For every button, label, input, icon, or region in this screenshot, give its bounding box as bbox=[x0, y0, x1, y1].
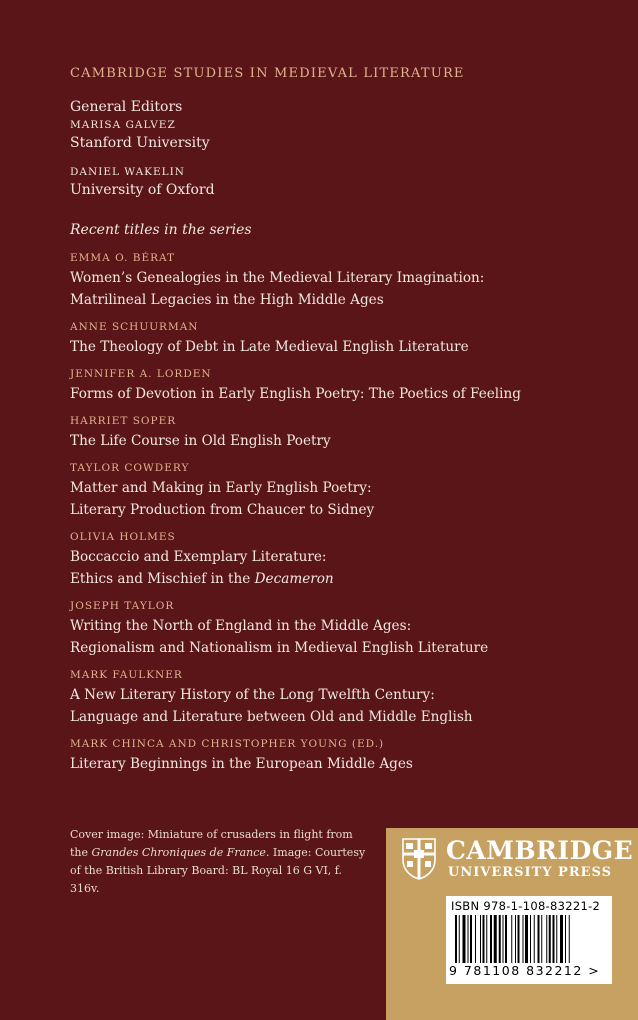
barcode-bar bbox=[556, 915, 557, 963]
barcode-digits: 9 781108 832212 > bbox=[449, 963, 601, 978]
barcode-bar bbox=[463, 915, 466, 963]
barcode-bar bbox=[525, 915, 528, 963]
barcode-bar bbox=[515, 915, 516, 963]
barcode-bar bbox=[569, 915, 570, 963]
credit-text: Cover image: Miniature of crusaders in flight from the bbox=[70, 828, 353, 859]
list-item bbox=[70, 460, 630, 521]
barcode-bar bbox=[470, 915, 472, 963]
title-text: Ethics and Mischief in the bbox=[70, 571, 255, 587]
barcode-bar bbox=[486, 915, 487, 963]
editors-label: General Editors bbox=[70, 99, 183, 115]
cambridge-shield-icon bbox=[402, 838, 436, 880]
title-author: ANNE SCHUURMAN bbox=[70, 321, 199, 333]
barcode-bar bbox=[480, 915, 481, 963]
editor-affiliation: University of Oxford bbox=[70, 182, 215, 198]
barcode-bar bbox=[511, 915, 512, 963]
list-item bbox=[70, 529, 630, 590]
title-author: TAYLOR COWDERY bbox=[70, 462, 190, 474]
list-item bbox=[70, 667, 630, 728]
barcode-bar bbox=[553, 915, 555, 963]
isbn-label: ISBN 978-1-108-83221-2 bbox=[451, 899, 601, 913]
list-item bbox=[70, 250, 630, 311]
barcode-icon bbox=[455, 915, 605, 963]
barcode-bar bbox=[538, 915, 540, 963]
barcode-bar bbox=[518, 915, 520, 963]
barcode-bar bbox=[565, 915, 566, 963]
cover-image-credit bbox=[70, 826, 370, 898]
credit-text: . Image: Courtesy of the British Library Board: BL Royal 16 G VI, f. 316v. bbox=[70, 846, 366, 895]
book-title-line bbox=[70, 568, 630, 590]
book-title-line: Literary Production from Chaucer to Sidney bbox=[70, 502, 375, 518]
barcode-bar bbox=[455, 915, 457, 963]
recent-titles-label: Recent titles in the series bbox=[70, 222, 252, 238]
book-title-line: Literary Beginnings in the European Middle Ages bbox=[70, 756, 413, 772]
editor-name: MARISA GALVEZ bbox=[70, 119, 176, 131]
book-title-line: Language and Literature between Old and Middle English bbox=[70, 709, 473, 725]
series-title: CAMBRIDGE STUDIES IN MEDIEVAL LITERATURE bbox=[70, 66, 465, 81]
list-item bbox=[70, 366, 630, 405]
title-author: HARRIET SOPER bbox=[70, 415, 177, 427]
book-title-line: Writing the North of England in the Middle Ages: bbox=[70, 618, 412, 634]
barcode-bar bbox=[523, 915, 524, 963]
book-title-line: Women’s Genealogies in the Medieval Literary Imagination: bbox=[70, 270, 485, 286]
list-item bbox=[70, 736, 630, 775]
title-italic-text: Decameron bbox=[254, 571, 334, 587]
barcode-bar bbox=[494, 915, 497, 963]
barcode-bar bbox=[546, 915, 547, 963]
list-item bbox=[70, 319, 630, 358]
title-author: EMMA O. BÉRAT bbox=[70, 252, 176, 264]
credit-italic-text: Grandes Chroniques de France bbox=[91, 846, 266, 859]
editor-name: DANIEL WAKELIN bbox=[70, 166, 185, 178]
recent-titles-list bbox=[70, 250, 630, 783]
title-author: MARK CHINCA AND CHRISTOPHER YOUNG (ED.) bbox=[70, 738, 385, 750]
barcode-bar bbox=[541, 915, 542, 963]
book-title-line: Regionalism and Nationalism in Medieval English Literature bbox=[70, 640, 489, 656]
book-title-line: Matter and Making in Early English Poetry: bbox=[70, 480, 372, 496]
list-item bbox=[70, 413, 630, 452]
barcode-bar bbox=[490, 915, 492, 963]
title-author: OLIVIA HOLMES bbox=[70, 531, 176, 543]
book-title-line: Matrilineal Legacies in the High Middle Ages bbox=[70, 292, 384, 308]
title-author: MARK FAULKNER bbox=[70, 669, 183, 681]
barcode-bar bbox=[483, 915, 485, 963]
barcode-bar bbox=[475, 915, 476, 963]
barcode-bar bbox=[530, 915, 531, 963]
barcode-bar bbox=[534, 915, 535, 963]
title-author: JOSEPH TAYLOR bbox=[70, 600, 175, 612]
barcode-bar bbox=[549, 915, 551, 963]
title-author: JENNIFER A. LORDEN bbox=[70, 368, 212, 380]
book-title-line: The Theology of Debt in Late Medieval English Literature bbox=[70, 339, 469, 355]
barcode-bar bbox=[505, 915, 507, 963]
publisher-subtitle: UNIVERSITY PRESS bbox=[448, 865, 613, 880]
publisher-name: CAMBRIDGE bbox=[446, 836, 634, 865]
book-title-line: Boccaccio and Exemplary Literature: bbox=[70, 549, 327, 565]
list-item bbox=[70, 598, 630, 659]
barcode-bar bbox=[468, 915, 469, 963]
editor-affiliation: Stanford University bbox=[70, 135, 210, 151]
barcode-bar bbox=[503, 915, 504, 963]
book-title-line: The Life Course in Old English Poetry bbox=[70, 433, 331, 449]
barcode-bar bbox=[459, 915, 460, 963]
book-title-line: Forms of Devotion in Early English Poetry: The Poetics of Feeling bbox=[70, 386, 521, 402]
book-title-line: A New Literary History of the Long Twelfth Century: bbox=[70, 687, 435, 703]
barcode-bar bbox=[560, 915, 563, 963]
barcode-bar bbox=[499, 915, 501, 963]
general-editors bbox=[70, 98, 590, 200]
